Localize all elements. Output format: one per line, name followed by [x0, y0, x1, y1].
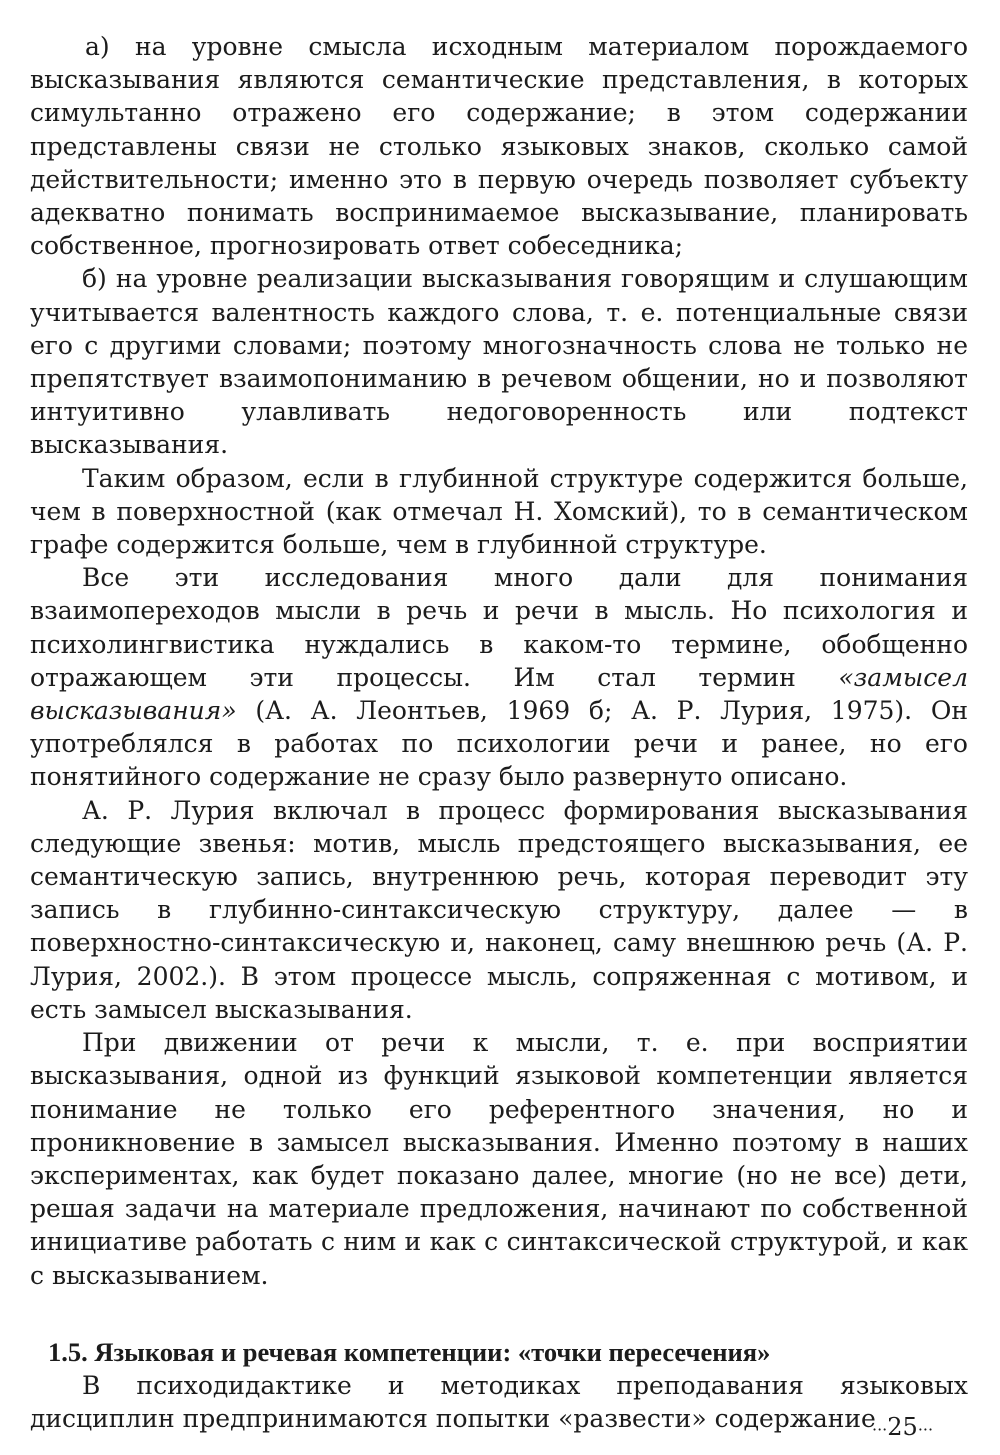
page-number-dots-left: ···: [872, 1420, 888, 1439]
paragraph-a: а) на уровне смысла исходным материалом порождаемого высказывания являются семантические представления, в которых симультанно отражено его содержание; в этом содержании представлены связи не столько языковых знаков, сколько самой действительности; именно это в первую очередь позволяет субъекту адекватно понимать воспринимаемое высказывание, планировать собственное, прогнозировать ответ собеседника;: [30, 32, 968, 261]
paragraph-section-start: В психодидактике и методиках преподавания языковых дисциплин предпринимаются попытки «развести» содержание: [30, 1370, 968, 1433]
paragraph-utterance-intent: [30, 561, 968, 793]
paragraph-text-end: (А. А. Леонтьев, 1969 б; А. Р. Лурия, 1975). Он употреблялся в работах по психологии речи и ранее, но его понятийного содержание не сразу было развернуто описано.: [30, 696, 968, 792]
section-heading: 1.5. Языковая и речевая компетенции: «точки пересечения»: [48, 1336, 771, 1367]
paragraph-conclusion: Таким образом, если в глубинной структуре содержится больше, чем в поверхностной (как отмечал Н. Хомский), то в семантическом графе содержится больше, чем в глубинной структуре.: [30, 463, 968, 560]
term-italic: «замысел высказывания»: [30, 662, 968, 726]
page-number-value: 25: [887, 1413, 918, 1441]
paragraph-text-start: Все эти исследования много дали для понимания взаимопереходов мысли в речь и речи в мысль. Но психология и психолингвистика нуждались в каком-то термине, обобщенно отражающем эти процессы. Им стал термин: [30, 563, 968, 692]
paragraph-perception: При движении от речи к мысли, т. е. при восприятии высказывания, одной из функций языковой компетенции является понимание не только его референтного значения, но и проникновение в замысел высказывания. Именно поэтому в наших экспериментах, как будет показано далее, многие (но не все) дети, решая задачи на материале предложения, начинают по собственной инициативе работать с ним и как с синтаксической структурой, и как с высказыванием.: [30, 1028, 968, 1290]
page-body: [30, 30, 968, 1435]
paragraph-luria: А. Р. Лурия включал в процесс формирования высказывания следующие звенья: мотив, мысль предстоящего высказывания, ее семантическую запись, внутреннюю речь, которая переводит эту запись в глубинно-синтаксическую структуру, далее — в поверхностно-синтаксическую и, наконец, саму внешнюю речь (А. Р. Лурия, 2002.). В этом процессе мысль, сопряженная с мотивом, и есть замысел высказывания.: [30, 795, 968, 1024]
page-number: [872, 1413, 933, 1444]
paragraph-b: б) на уровне реализации высказывания говорящим и слушающим учитывается валентность каждого слова, т. е. потенциальные связи его с другими словами; поэтому многозначность слова не только не препятствует взаимопониманию в речевом общении, но и позволяют интуитивно улавливать недоговоренность или подтекст высказывания.: [30, 264, 968, 460]
page-number-dots-right: ···: [917, 1420, 934, 1439]
